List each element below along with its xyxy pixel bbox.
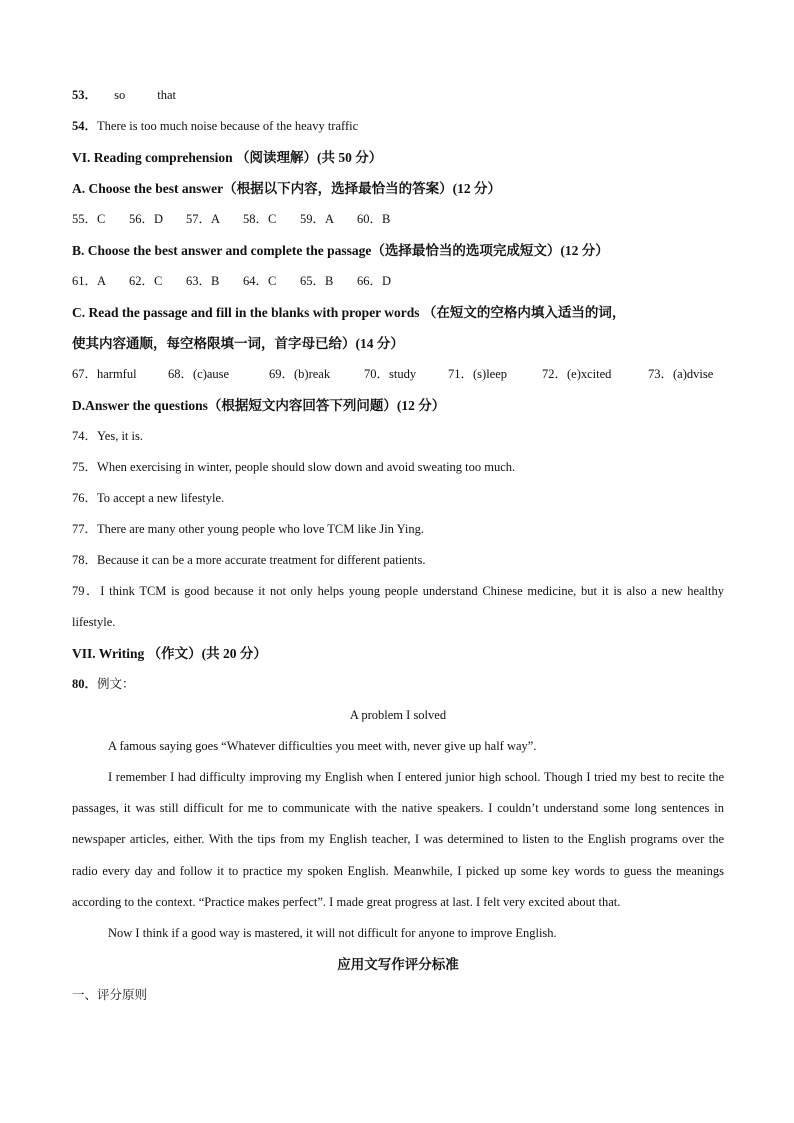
section-heading-b: B. Choose the best answer and complete the passage（选择最恰当的选项完成短文）(12 分） <box>72 243 609 258</box>
answer-item: 63．B <box>186 274 220 288</box>
answer-text: There are many other young people who love TCM like Jin Ying. <box>97 522 425 536</box>
item-number: 76． <box>72 491 98 505</box>
essay-title: A problem I solved <box>349 708 447 723</box>
answer-text: When exercising in winter, people should slow down and avoid sweating too much. <box>97 460 516 474</box>
item-number: 77． <box>72 522 98 536</box>
essay-paragraph-3: Now I think if a good way is mastered, it will not difficult for anyone to improve English. <box>108 925 557 940</box>
answer-text: Because it can be a more accurate treatment for different patients. <box>97 553 426 567</box>
answers-55-60 <box>72 204 724 235</box>
item-number: 54． <box>72 119 98 133</box>
answer-item: 64．C <box>243 274 277 288</box>
answer-item: 67．harmful <box>72 367 137 381</box>
answer-79 <box>72 576 724 638</box>
answer-item: 59．A <box>300 212 335 226</box>
answer-74 <box>72 421 724 452</box>
essay-label-text: 例文： <box>97 677 135 692</box>
answer-key-page <box>72 80 724 1011</box>
item-number: 53． <box>72 88 98 102</box>
item-number: 80． <box>72 677 98 692</box>
answer-item: 55．C <box>72 212 106 226</box>
criteria-title: 应用文写作评分标准 <box>337 956 459 972</box>
item-number: 74． <box>72 429 98 443</box>
item-number: 79． <box>72 584 101 598</box>
section-heading-c-line1: C. Read the passage and fill in the blanks with proper words （在短文的空格内填入适当的词， <box>72 305 626 320</box>
answer-item: 60．B <box>357 212 391 226</box>
answer-75 <box>72 452 724 483</box>
answer-text: that <box>157 88 177 102</box>
answers-61-66 <box>72 266 724 297</box>
answer-item: 65．B <box>300 274 334 288</box>
section-heading-vi: VI. Reading comprehension （阅读理解）(共 50 分） <box>72 150 383 165</box>
answer-item: 57．A <box>186 212 221 226</box>
answer-text: Yes, it is. <box>97 429 143 443</box>
answers-67-73 <box>72 359 724 390</box>
essay-label <box>72 669 724 700</box>
answer-text: I think TCM is good because it not only helps young people understand Chinese medicine, but it is also a new healthy lifestyle. <box>72 584 724 630</box>
answer-item: 66．D <box>357 274 392 288</box>
answer-text: There is too much noise because of the heavy traffic <box>97 119 359 133</box>
section-heading-vii: VII. Writing （作文）(共 20 分） <box>72 646 267 662</box>
answer-53 <box>72 80 724 111</box>
answer-54 <box>72 111 724 142</box>
answer-item: 71．(s)leep <box>448 367 508 381</box>
answer-77 <box>72 514 724 545</box>
answer-text: To accept a new lifestyle. <box>97 491 225 505</box>
answer-item: 61．A <box>72 274 107 288</box>
essay-paragraph-2: I remember I had difficulty improving my English when I entered junior high school. Though I tried my best to recite the passages, it was still difficult for me to communicate with the native speakers. I couldn’t understand some long sentences in newspaper articles, either. With the tips from my English teacher, I was determined to listen to the English programs over the radio every day and follow it to practice my spoken English. Meanwhile, I picked up some key words to guess the meanings according to the context. “Practice makes perfect”. I made great progress at last. I felt very excited about that. <box>72 770 724 909</box>
answer-76 <box>72 483 724 514</box>
section-heading-a: A. Choose the best answer（根据以下内容，选择最恰当的答案）(12 分） <box>72 181 501 196</box>
item-number: 75． <box>72 460 98 474</box>
criteria-subheading: 一、评分原则 <box>72 987 148 1002</box>
answer-text: so <box>114 88 126 102</box>
answer-item: 58．C <box>243 212 277 226</box>
answer-item: 69．(b)reak <box>269 367 331 381</box>
answer-item: 73．(a)dvise <box>648 367 714 381</box>
answer-item: 62．C <box>129 274 163 288</box>
section-heading-c-line2: 使其内容通顺，每空格限填一词，首字母已给）(14 分） <box>72 336 404 351</box>
essay-paragraph-1: A famous saying goes “Whatever difficulties you meet with, never give up half way”. <box>108 739 537 754</box>
answer-item: 72．(e)xcited <box>542 367 612 381</box>
answer-item: 68．(c)ause <box>168 367 230 381</box>
item-number: 78． <box>72 553 98 567</box>
answer-78 <box>72 545 724 576</box>
answer-item: 56．D <box>129 212 164 226</box>
answer-item: 70．study <box>364 367 417 381</box>
section-heading-d: D.Answer the questions（根据短文内容回答下列问题）(12 分） <box>72 398 446 413</box>
